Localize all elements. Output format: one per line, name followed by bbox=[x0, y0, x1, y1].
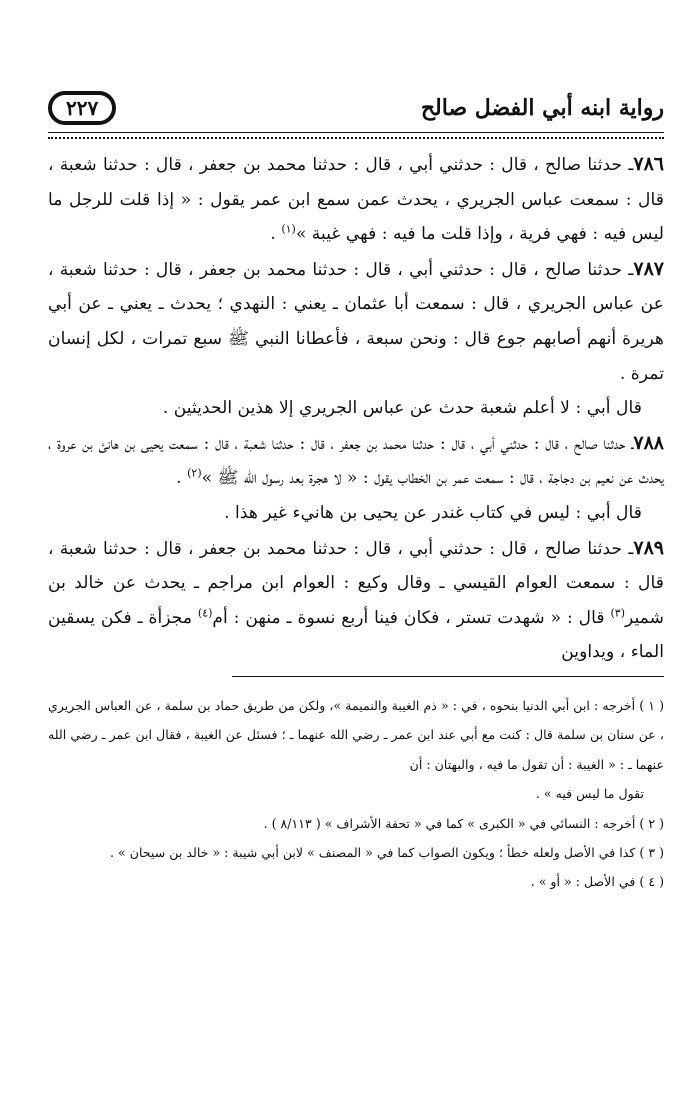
hadith-tail: . bbox=[176, 468, 182, 489]
footnote-separator bbox=[232, 676, 664, 677]
footnotes bbox=[48, 691, 664, 897]
hadith-entry bbox=[48, 531, 664, 670]
hadith-number: ٧٨٨ bbox=[633, 431, 664, 454]
footnote-ref: (١) bbox=[281, 222, 296, 236]
hadith-comment: قال أبي : لا أعلم شعبة حدث عن عباس الجريري إلا هذين الحديثين . bbox=[162, 398, 642, 419]
footnote bbox=[48, 838, 664, 867]
footnote-ref: (٣) bbox=[610, 605, 625, 619]
footnote-text: في الأصل : « أو » . bbox=[530, 874, 636, 890]
hadith-text: ـ حدثنا صالح ، قال : حدثني أبي ، قال : حدثنا محمد بن جعفر ، قال : حدثنا شعبة ، قال : سمعت العوام القيسي ـ وقال وكيع : العوام ابن مراجم ـ يحدث عن خالد بن شمير bbox=[48, 538, 664, 628]
hadith-number: ٧٨٩ bbox=[633, 536, 664, 559]
footnote bbox=[48, 691, 664, 779]
hadith-tail: . bbox=[270, 224, 276, 245]
hadith-tail: قال : « شهدت تستر ، فكان فينا أربع نسوة ـ منهن : أم bbox=[212, 607, 605, 628]
hadith-entry bbox=[48, 252, 664, 391]
footnote-text: أخرجه : النسائي في « الكبرى » كما في « تحفة الأشراف » ( ٨/١١٣ ) . bbox=[263, 815, 636, 831]
hadith-text: ـ حدثنا صالح ، قال : حدثني أبي ، قال : حدثنا محمد بن جعفر ، قال : حدثنا شعبة ، قال : سمعت يحيى بن هانئ بن عروة ، يحدث عن نعيم بن دجاجة ، قال : سمعت عمر بن الخطاب يقول : « لا هجرة بعد رسول الله ﷺ » bbox=[48, 433, 664, 489]
header-rule bbox=[48, 132, 664, 139]
hadith-entry bbox=[48, 426, 664, 496]
main-text bbox=[48, 147, 664, 670]
footnote-text: كذا في الأصل ولعله خطأ ؛ ويكون الصواب كما في « المصنف » لابن أبي شيبة : « خالد بن سيحان » . bbox=[110, 844, 636, 860]
footnote-text: أخرجه : ابن أبي الدنيا بنحوه ، في : « ذم الغيبة والنميمة »، ولكن من طريق حماد بن سلمة ، عن العباس الجريري ، عن سنان بن سلمة قال : كنت مع أبي عند ابن عمر ـ رضي الله عنهما ـ ؛ فسئل عن الغيبة ، فقال ابن عمر ـ رضي الله عنهما ـ : « الغيبة : أن تقول ما فيه ، والبهتان : أن bbox=[48, 697, 664, 772]
running-title: رواية ابنه أبي الفضل صالح bbox=[420, 95, 664, 121]
page-number: ٢٢٧ bbox=[48, 91, 116, 125]
footnote-ref: (٢) bbox=[187, 466, 202, 480]
hadith-comment: قال أبي : ليس في كتاب غندر عن يحيى بن هانيء غير هذا . bbox=[224, 502, 642, 523]
hadith-text: ـ حدثنا صالح ، قال : حدثني أبي ، قال : حدثنا محمد بن جعفر ، قال : حدثنا شعبة ، عن عباس الجريري ، قال : سمعت أبا عثمان ـ يعني : النهدي ؛ يحدث ـ يعني ـ عن أبي هريرة أنهم أصابهم جوع قال : ونحن سبعة ، فأعطانا النبي ﷺ سبع تمرات ، لكل إنسان تمرة . bbox=[48, 259, 664, 384]
hadith-tail: مجزأة ـ فكن يسقين الماء ، ويداوين bbox=[48, 607, 664, 663]
footnote-number: ( ٢ ) bbox=[639, 815, 664, 831]
footnote-ref: (٤) bbox=[197, 605, 213, 619]
footnote-continuation: تقول ما ليس فيه » . bbox=[535, 786, 644, 802]
book-page bbox=[48, 86, 664, 1086]
footnote bbox=[48, 809, 664, 838]
footnote-number: ( ٤ ) bbox=[639, 874, 664, 890]
hadith-text: ـ حدثنا صالح ، قال : حدثني أبي ، قال : حدثنا محمد بن جعفر ، قال : حدثنا شعبة ، قال : سمعت عباس الجريري ، يحدث عمن سمع ابن عمر يقول : « إذا قلت للرجل ما ليس فيه : فهي فرية ، وإذا قلت ما فيه : فهي غيبة » bbox=[48, 155, 664, 245]
footnote-number: ( ١ ) bbox=[639, 697, 664, 713]
footnote bbox=[48, 867, 664, 896]
page-header bbox=[48, 86, 664, 130]
hadith-number: ٧٨٦ bbox=[633, 153, 664, 175]
hadith-entry bbox=[48, 147, 664, 252]
hadith-number: ٧٨٧ bbox=[633, 257, 664, 280]
footnote-number: ( ٣ ) bbox=[639, 844, 664, 860]
